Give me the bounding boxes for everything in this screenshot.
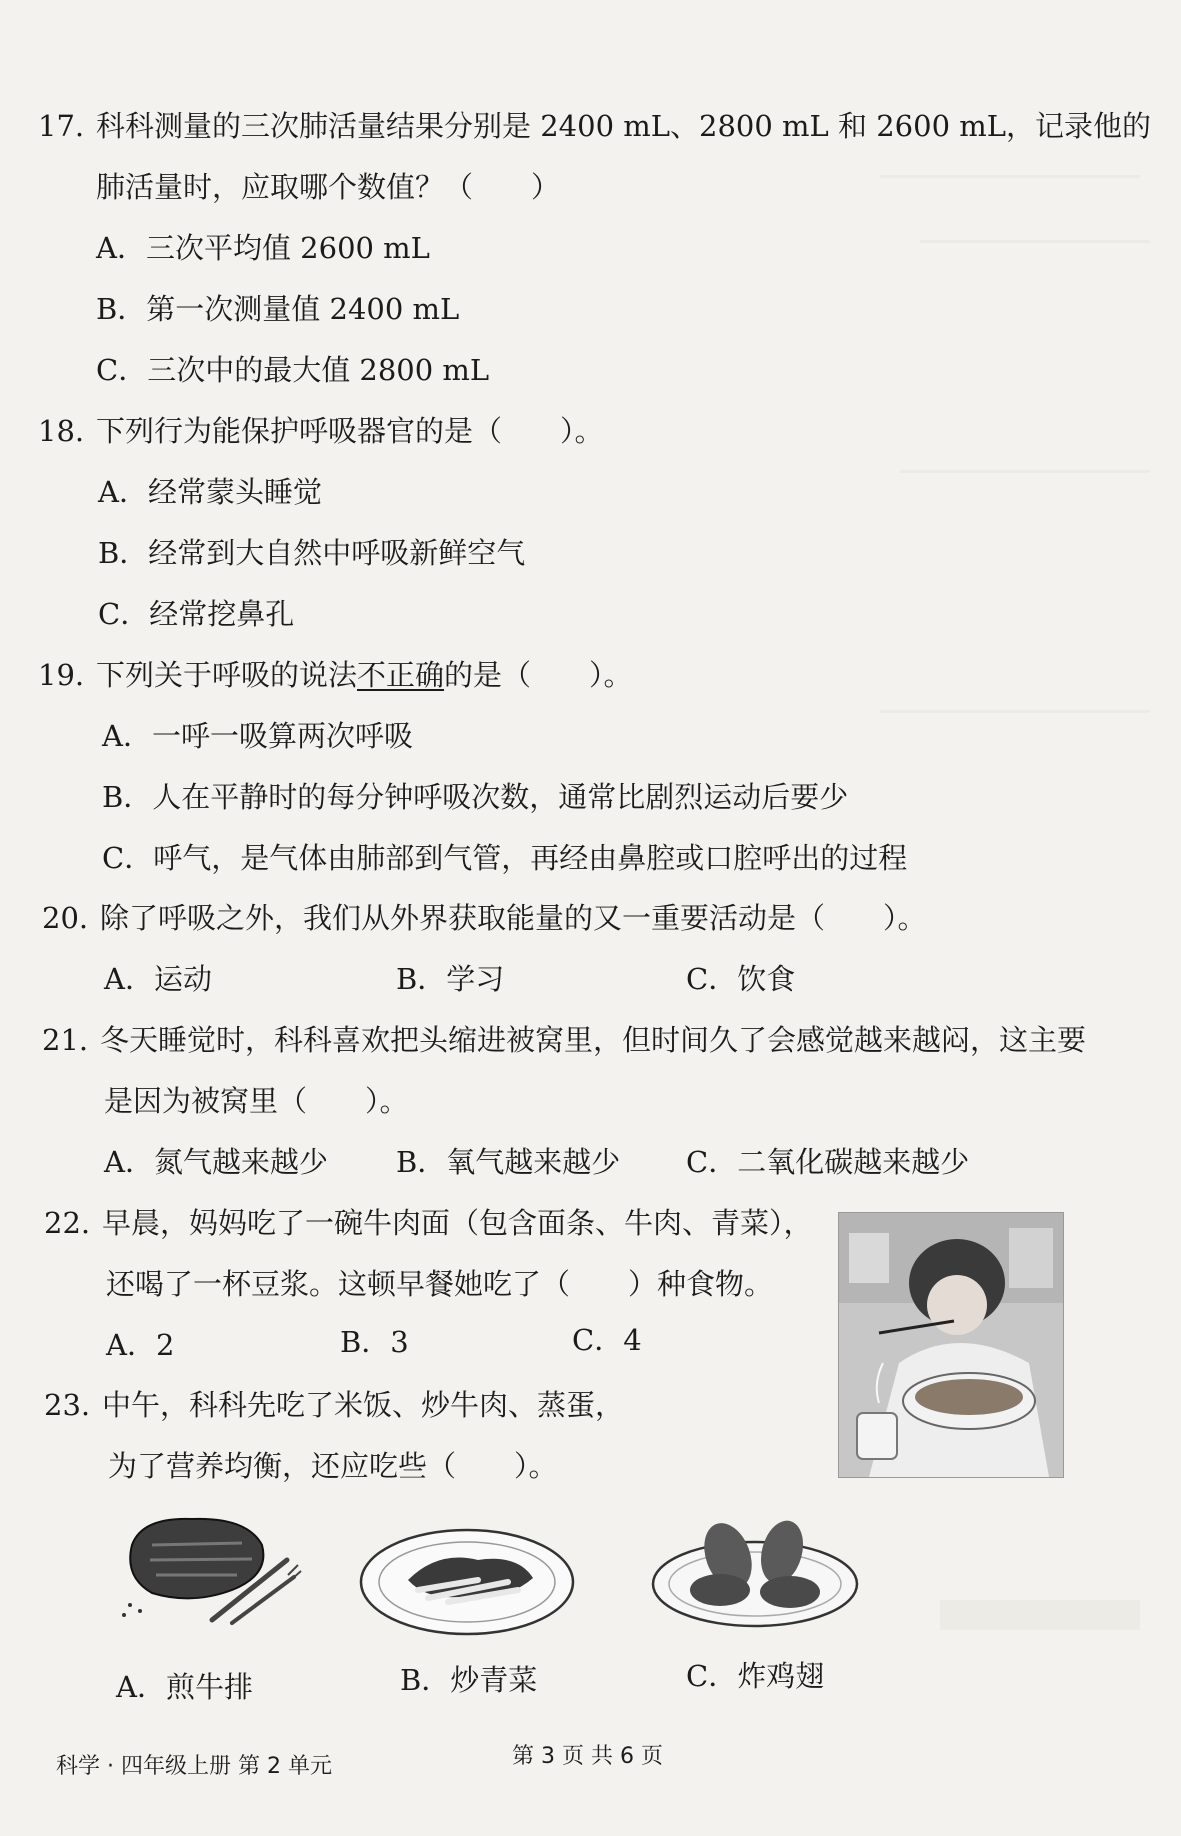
question-stem: 下列行为能保护呼吸器官的是（ ）。 — [96, 414, 604, 448]
option-c[interactable]: C．4 — [572, 1323, 642, 1357]
option-c[interactable]: C．炸鸡翅 — [686, 1659, 825, 1693]
woman-eating-noodles-photo — [838, 1212, 1064, 1478]
question-number: 23. — [44, 1388, 91, 1422]
option-a[interactable]: A．运动 — [104, 962, 212, 996]
question-stem-continued: 肺活量时，应取哪个数值？（ ） — [96, 170, 561, 204]
option-c[interactable]: C．饮食 — [686, 962, 796, 996]
photo-illustration — [839, 1213, 1063, 1477]
question-number: 21. — [42, 1023, 89, 1057]
question-stem-end: 的是（ ）。 — [444, 658, 633, 692]
question-stem: 早晨，妈妈吃了一碗牛肉面（包含面条、牛肉、青菜）， — [102, 1206, 813, 1240]
option-a[interactable]: A．2 — [106, 1328, 175, 1362]
question-number: 18. — [38, 414, 85, 448]
question-17 — [38, 106, 1151, 146]
question-stem: 科科测量的三次肺活量结果分别是 2400 mL、2800 mL 和 2600 mL，记录他的 — [96, 109, 1151, 143]
question-number: 20. — [42, 901, 89, 935]
question-stem: 下列关于呼吸的说法 — [96, 658, 358, 692]
question-21 — [42, 1020, 1086, 1060]
question-stem: 中午，科科先吃了米饭、炒牛肉、蒸蛋， — [102, 1388, 625, 1422]
option-b[interactable]: B．氧气越来越少 — [396, 1145, 621, 1179]
option-b[interactable]: B．第一次测量值 2400 mL — [96, 292, 460, 326]
question-stem-continued: 为了营养均衡，还应吃些（ ）。 — [108, 1449, 558, 1483]
option-a[interactable]: A．氮气越来越少 — [104, 1145, 328, 1179]
option-b[interactable]: B．炒青菜 — [400, 1663, 538, 1697]
underlined-keyword: 不正确 — [357, 658, 445, 692]
option-a[interactable]: A．三次平均值 2600 mL — [96, 231, 430, 265]
question-stem-continued: 是因为被窝里（ ）。 — [104, 1084, 409, 1118]
footer-subject: 科学 · 四年级上册 第 2 单元 — [56, 1754, 332, 1779]
question-stem: 冬天睡觉时，科科喜欢把头缩进被窝里，但时间久了会感觉越来越闷，这主要 — [100, 1023, 1087, 1057]
bleed-through — [880, 175, 1140, 178]
option-b[interactable]: B．3 — [340, 1325, 409, 1359]
bleed-through — [920, 240, 1150, 243]
question-20 — [42, 898, 927, 938]
option-c[interactable]: C．二氧化碳越来越少 — [686, 1145, 970, 1179]
question-number: 19. — [38, 658, 85, 692]
greens-icon — [358, 1520, 576, 1638]
page-number: 第 3 页 共 6 页 — [512, 1744, 663, 1769]
question-19 — [38, 655, 633, 695]
option-b[interactable]: B．经常到大自然中呼吸新鲜空气 — [98, 536, 526, 570]
question-stem: 除了呼吸之外，我们从外界获取能量的又一重要活动是（ ）。 — [100, 901, 927, 935]
option-b[interactable]: B．学习 — [396, 962, 505, 996]
question-22 — [44, 1203, 813, 1243]
question-number: 17. — [38, 109, 85, 143]
chicken-wings-icon — [650, 1512, 860, 1630]
bleed-through — [880, 710, 1150, 713]
question-23 — [44, 1385, 624, 1425]
question-number: 22. — [44, 1206, 91, 1240]
option-c[interactable]: C．三次中的最大值 2800 mL — [96, 353, 490, 387]
option-b[interactable]: B．人在平静时的每分钟呼吸次数，通常比剧烈运动后要少 — [102, 780, 849, 814]
option-c[interactable]: C．经常挖鼻孔 — [98, 597, 295, 631]
option-a[interactable]: A．经常蒙头睡觉 — [98, 475, 322, 509]
option-a[interactable]: A．煎牛排 — [116, 1670, 253, 1704]
option-a[interactable]: A．一呼一吸算两次呼吸 — [102, 719, 413, 753]
question-stem-continued: 还喝了一杯豆浆。这顿早餐她吃了（ ）种食物。 — [106, 1267, 774, 1301]
steak-icon — [112, 1505, 302, 1630]
option-c[interactable]: C．呼气，是气体由肺部到气管，再经由鼻腔或口腔呼出的过程 — [102, 841, 908, 875]
bleed-through — [940, 1600, 1140, 1630]
bleed-through — [900, 470, 1150, 473]
question-18 — [38, 411, 604, 451]
